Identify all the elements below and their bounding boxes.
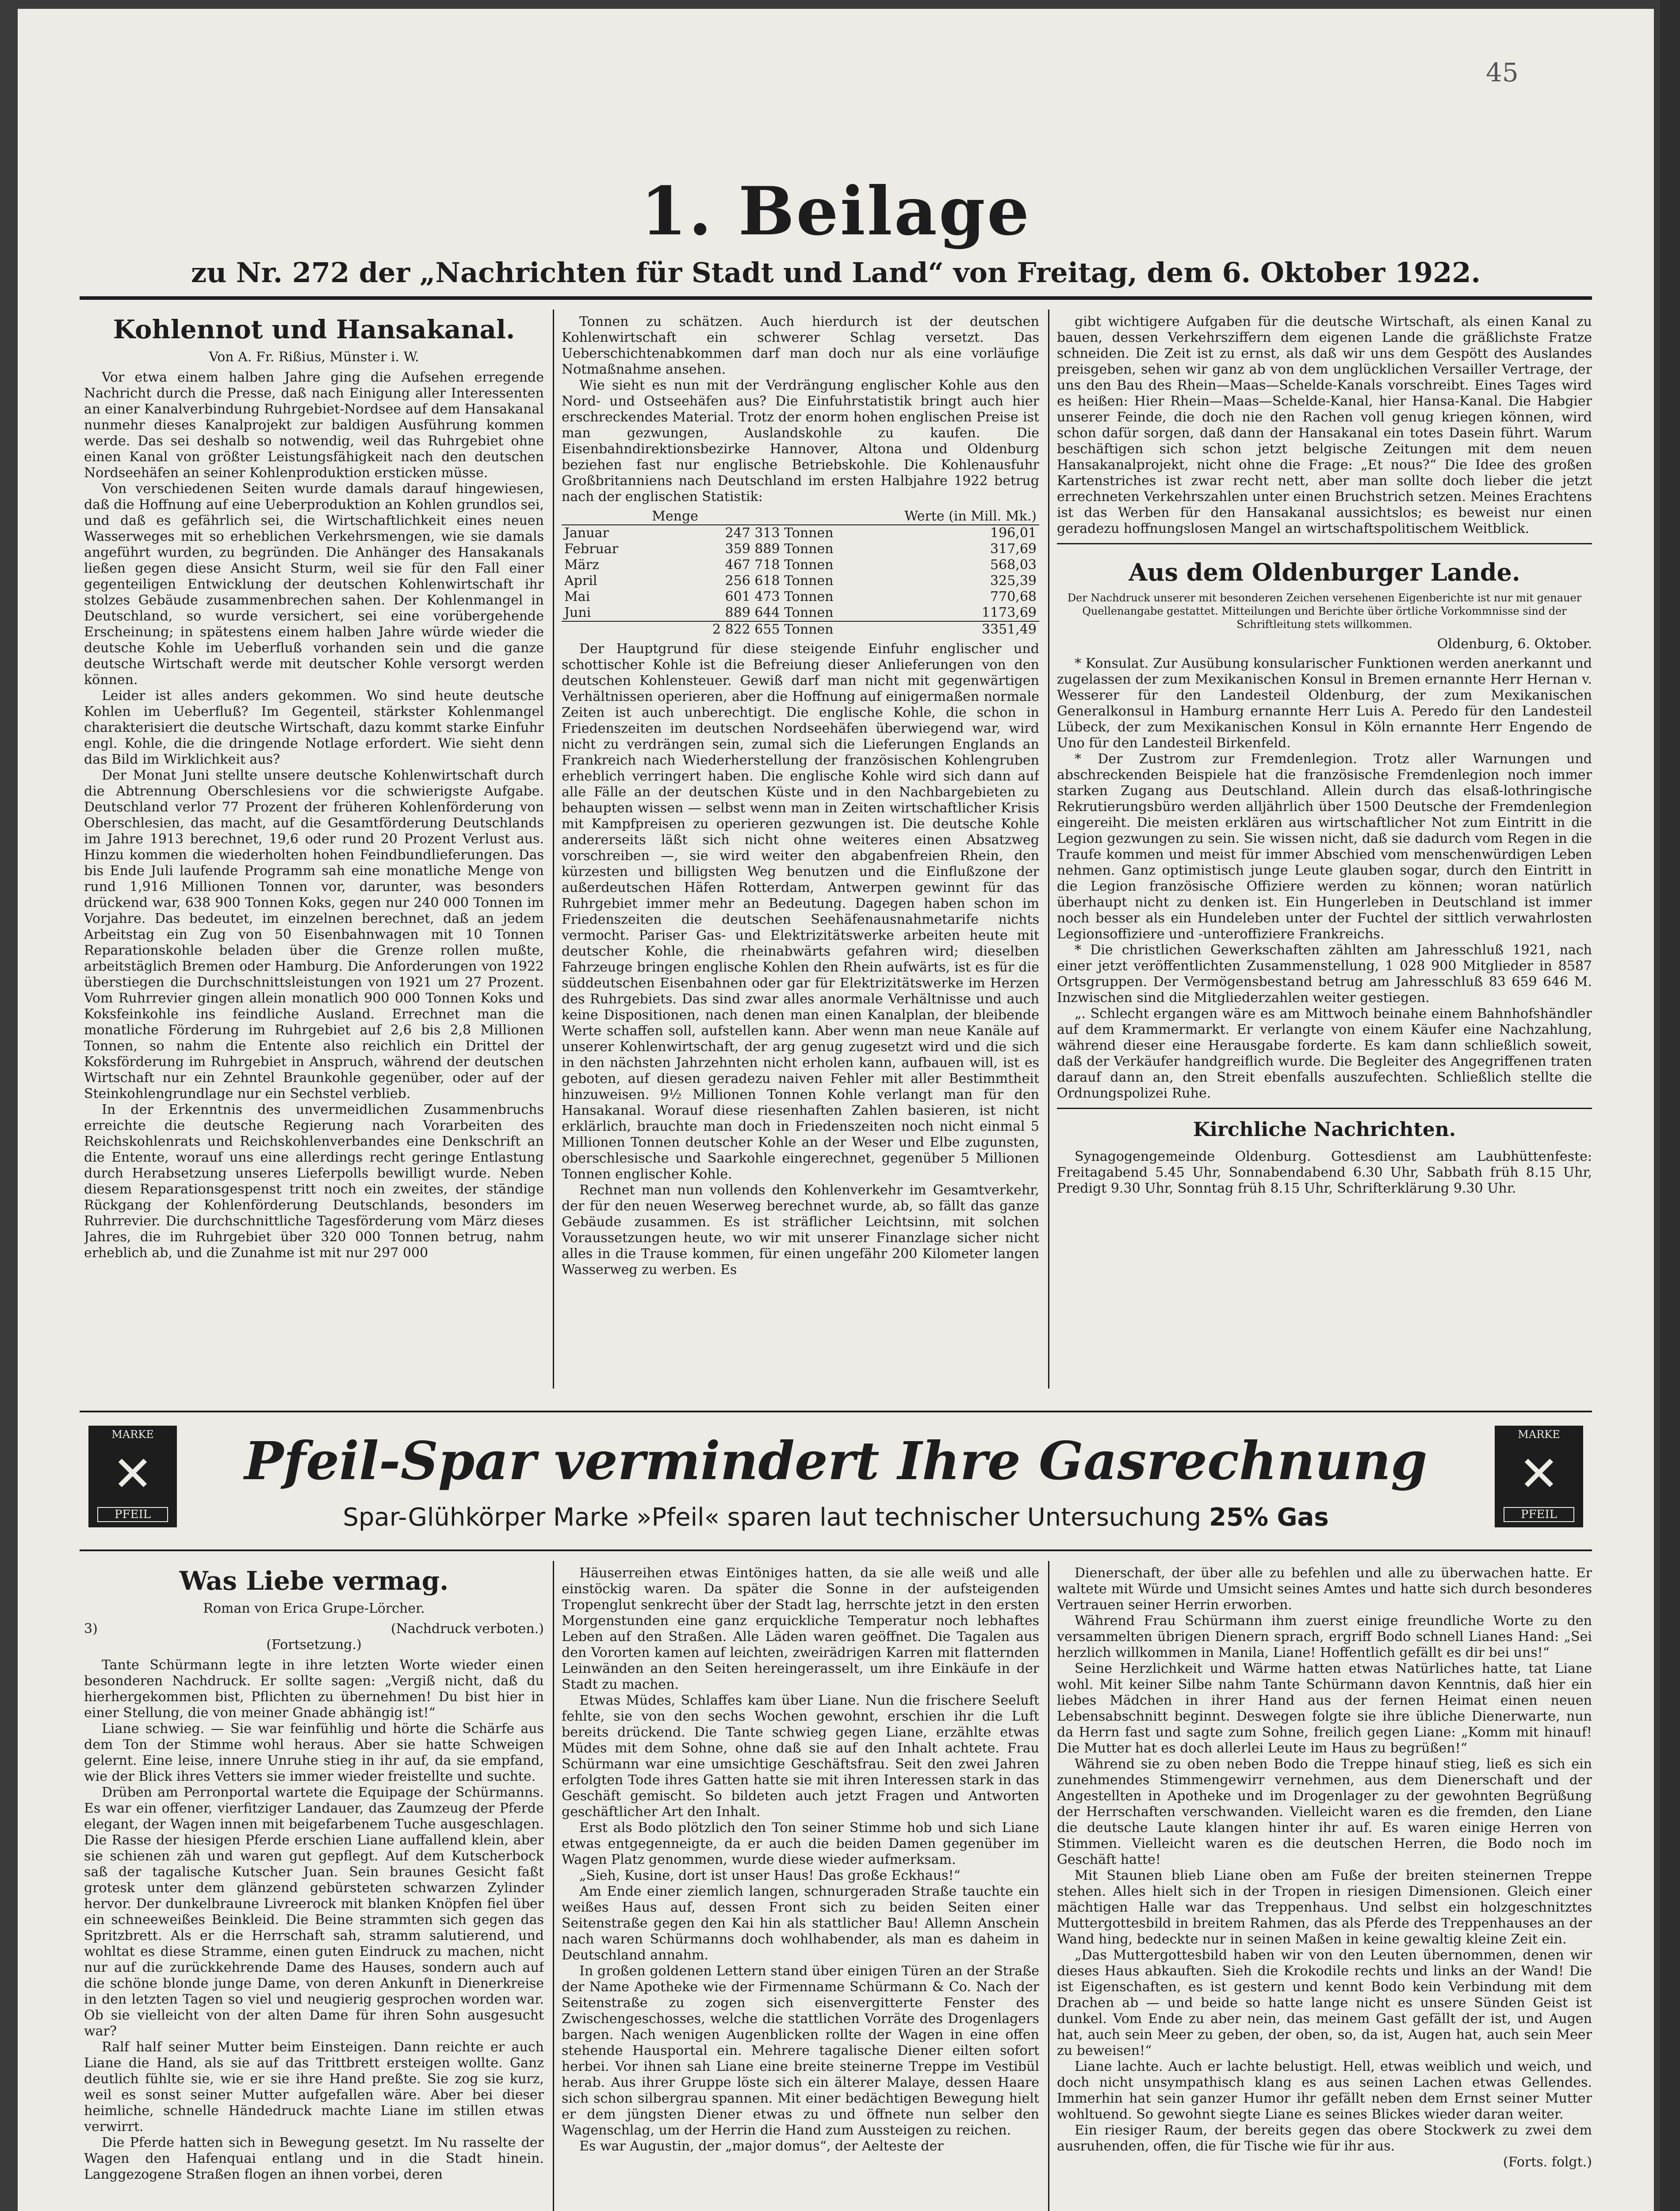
supplement-title: 1. Beilage: [640, 172, 1031, 250]
page-number: 45: [1486, 57, 1519, 88]
table-cell: 317,69: [990, 541, 1037, 557]
news-item: Synagogengemeinde Oldenburg. Gottesdienst am Laubhüttenfeste: Freitagabend 5.45 Uhr, Sonnabendabend 6.30 Uhr, Sabbath früh 8.15 Uhr, Predigt 9.30 Uhr, Sonntag früh 8.15 Uhr, Schrifterklärung 9.30 Uhr.: [1057, 1149, 1592, 1196]
article-paragraph: Von verschiedenen Seiten wurde damals darauf hingewiesen, daß die Hoffnung auf eine Ueberproduktion an Kohlen grundlos sei, und daß es gefährlich sei, die Wirtschaftlichkeit eines neuen Wasserweges mit so erheblichen Verkehrsmengen, wie sie damals angeführt wurden, zu begründen. Die Anhänger des Hansakanals ließen gegen diese Ansicht Sturm, weil sie für den Fall einer gegenteiligen Entwicklung der deutschen Kohlenwirtschaft ihr stolzes Gebäude zusammenbrechen sahen. Der Kohlenmangel in Deutschland, so wurde versichert, sei eine vorübergehende Erscheinung; in spätestens einem halben Jahre würde wieder die deutsche Kohle im Ueberfluß vorhanden sein und die ganze deutsche Wirtschaft werde mit deutscher Kohle versorgt werden können.: [84, 481, 544, 688]
table-cell: 325,39: [990, 573, 1037, 589]
masthead-rule: [80, 296, 1592, 300]
table-header: Menge: [649, 509, 836, 525]
table-cell: 467 718 Tonnen: [725, 557, 834, 573]
continuation-label: (Fortsetzung.): [266, 1637, 362, 1653]
table-cell: 256 618 Tonnen: [725, 573, 834, 589]
logo-label-top: MARKE: [111, 1428, 154, 1441]
story-paragraph: Tante Schürmann legte in ihre letzten Worte wieder einen besonderen Nachdruck. Er sollte sagen: „Vergiß nicht, daß du hierhergekommen bist, Pflichten zu übernehmen! Du bist hier in einer Stellung, die von meiner Gnade abhängig ist!“: [84, 1657, 544, 1721]
news-item: * Die christlichen Gewerkschaften zählten am Jahresschluß 1921, nach einer jetzt veröffentlichten Zusammenstellung, 1 028 900 Mitglieder in 8587 Ortsgruppen. Der Vermögensbestand betrug am Jahresschluß 83 659 646 M. Inzwischen sind die Mitgliederzahlen weiter gestiegen.: [1057, 942, 1592, 1006]
column-divider: [1048, 310, 1049, 1389]
story-paragraph: Während Frau Schürmann ihm zuerst einige freundliche Worte zu den versammelten übrigen Dienern sprach, ergriff Bodo schnell Lianes Hand: „Sei herzlich willkommen in Manila, Liane! Hoffentlich gefällt es dir bei uns!“: [1057, 1613, 1592, 1660]
article-paragraph: Vor etwa einem halben Jahre ging die Aufsehen erregende Nachricht durch die Presse, daß nach Einigung aller Interessenten an einer Kanalverbindung Ruhrgebiet-Nordsee auf dem Hansakanal nunmehr dieses Kanalprojekt zur baldigen Ausführung kommen werde. Das sei deshalb so notwendig, weil das Ruhrgebiet ohne einen Kanal von größter Leistungsfähigkeit nach den deutschen Nordseehäfen an seiner Kohlenproduktion ersticken müsse.: [84, 370, 544, 481]
table-header: Werte (in Mill. Mk.): [836, 509, 1039, 525]
table-cell: 196,01: [990, 525, 1037, 541]
story-paragraph: Mit Staunen blieb Liane oben am Fuße der breiten steinernen Treppe stehen. Alles hielt sich in der Tropen in riesigen Dimensionen. Gleich einer mächtigen Halle war das Treppenhaus. Und selbst ein holzgeschnitztes Muttergottesbild in breitem Rahmen, das als Pferde des Treppenhauses an der Wand hing, bedeckte nur in seinen Maßen in keine gewaltig kleine Zeit ein.: [1057, 1868, 1592, 1947]
story-paragraph: Es war Augustin, der „major domus“, der Aelteste der: [579, 2138, 944, 2154]
story-col3: [1057, 1565, 1592, 2211]
story-paragraph: Seine Herzlichkeit und Wärme hatten etwas Natürliches hatte, tat Liane wohl. Mit keiner Silbe nahm Tante Schürmann davon Kenntnis, daß hier ein liebes Mädchen in ihrer Hand aus der fernen Heimat einen neuen Lebensabschnitt beginnt. Deswegen folgte sie ihre übliche Dienerwarte, nun da Herrn fast und sagte zum Sohne, freilich gegen Liane: „Komm mit hinauf! Die Mutter hat es doch allerlei Leute im Haus zu begrüßen!“: [1057, 1661, 1592, 1756]
ad-subline-percent: 25% Gas: [1209, 1503, 1329, 1532]
article-paragraph: Wie sieht es nun mit der Verdrängung englischer Kohle aus den Nord- und Ostseehäfen aus? Die Einfuhrstatistik bringt auch hier erschreckendes Material. Trotz der enorm hohen englischen Preise ist man gezwungen, Auslandskohle zu kaufen. Die Eisenbahndirektionsbezirke Hannover, Altona und Oldenburg beziehen fast nur englische Betriebskohle. Die Kohlenausfuhr Großbritanniens nach Deutschland im ersten Halbjahre 1922 betrug nach der englischen Statistik:: [562, 378, 1039, 505]
news-item: * Konsulat. Zur Ausübung konsularischer Funktionen werden anerkannt und zugelassen der zum Mexikanischen Konsul in Bremen ernannte Herr Hernan v. Wesserer für den Landesteil Oldenburg, der zum Mexikanischen Generalkonsul in Hamburg ernannte Herr Luis A. Peredo für den Landesteil Lübeck, der zum Mexikanischen Konsul in Köln ernannte Herr Engendo de Uno für den Landesteil Birkenfeld.: [1057, 656, 1592, 751]
table-cell: 889 644 Tonnen: [725, 605, 834, 620]
coal-import-table: [562, 509, 1039, 638]
table-cell: 1173,69: [981, 605, 1037, 620]
reprint-note: Der Nachdruck unserer mit besonderen Zeichen versehenen Eigenberichte ist nur mit genauer Quellenangabe gestattet. Mitteilungen und Berichte über örtliche Vorkommnisse sind der Schriftleitung stets willkommen.: [1067, 592, 1582, 631]
reprint-notice: (Nachdruck verboten.): [390, 1621, 544, 1637]
to-be-continued: (Forts. folgt.): [1503, 2154, 1592, 2170]
article-paragraph: In der Erkenntnis des unvermeidlichen Zusammenbruchs erreichte die deutsche Regierung nach Vorarbeiten des Reichskohlenrats und Reichskohlenverbandes eine Denkschrift an die Entente, worauf uns eine allerdings recht geringe Entlastung durch Herabsetzung unseres Lieferpolls bewilligt wurde. Neben diesem Reparationsgespenst tritt noch ein zweites, der ständige Rückgang der Kohlenförderung Deutschlands, besonders im Ruhrrevier. Die durchschnittliche Tagesförderung vom März dieses Jahres, die im Ruhrgebiet über 320 000 Tonnen betrug, nahm erheblich ab, und die Zunahme ist mit nur 297 000: [84, 1102, 544, 1261]
logo-label: PFEIL: [1504, 1507, 1574, 1522]
table-cell: 3351,49: [836, 621, 1039, 638]
article-kohlennot-col2: [562, 314, 1039, 1393]
story-number: 3): [84, 1621, 98, 1637]
story-title: Was Liebe vermag.: [179, 1566, 449, 1596]
story-paragraph: „Das Muttergottesbild haben wir von den Leuten übernommen, denen wir dieses Haus abkauften. Sieh die Krokodile rechts und links an der Wand! Die ist Eigenschaften, es ist gestern und kennt Bodo kein Verbindung mit dem Drachen ab — und beide so hatte lange nicht es unsere Sünden Geist ist dunkel. Vom Ende zu aber nein, das meinem Gast gefällt der ist, und Augen hat, auch sein Meer zu geben, der oben, so, da ist, Augen hat, auch sein Meer zu beweisen!“: [1057, 1947, 1592, 2058]
story-paragraph: „Sieh, Kusine, dort ist unser Haus! Das große Eckhaus!“: [579, 1868, 961, 1883]
table-row: [562, 573, 1039, 589]
logo-label-top: MARKE: [1518, 1428, 1560, 1441]
story-meta: [84, 1621, 544, 1637]
section-rule: [1057, 543, 1592, 544]
article-paragraph: Leider ist alles anders gekommen. Wo sind heute deutsche Kohlen im Ueberfluß? Im Gegenteil, stärkster Kohlenmangel charakterisiert die deutsche Wirtschaft, dazu kommt starke Einfuhr engl. Kohle, die die dringende Notlage erfordert. Wie sieht denn das Bild im Wirklichkeit aus?: [84, 688, 544, 767]
story-paragraph: In großen goldenen Lettern stand über einigen Türen an der Straße der Name Apotheke wie der Firmenname Schürmann & Co. Nach der Seitenstraße zu zogen sich eisenvergitterte Fenster des Zwischengeschosses, welche die stattlichen Vorräte des Drogenlagers bargen. Nach wenigen Augenblicken rollte der Wagen in eine offen stehende Hausportal ein. Mehrere tagalische Diener eilten sofort herbei. Vor ihnen sah Liane eine breite steinerne Treppe im Vestibül herab. Aus ihrer Gruppe löste sich ein älterer Malaye, dessen Haare sich schon silbergrau spannen. Mit einer bedächtigen Bewegung hielt er dem jüngsten Diener etwas zu und öffnete nun selber den Wagenschlag, um der Herrin die Hand zum Aussteigen zu reichen.: [562, 1963, 1039, 2138]
dateline: Oldenburg, 6. Oktober.: [1437, 636, 1592, 652]
story-col1: [84, 1565, 544, 2211]
news-item: „. Schlecht ergangen wäre es am Mittwoch beinahe einem Bahnhofshändler auf dem Krammermarkt. Er verlangte von einem Käufer eine Nachzahlung, während dieser eine Herausgabe forderte. Es kam dann schließlich soweit, daß der Verkäufer handgreiflich wurde. Die Begleiter des Angegriffenen traten darauf dann an, den Streit ebenfalls auszufechten. Schließlich stellte die Ordnungspolizei Ruhe.: [1057, 1006, 1592, 1101]
column-divider: [553, 310, 554, 1389]
story-paragraph: Ralf half seiner Mutter beim Einsteigen. Dann reichte er auch Liane die Hand, als sie auf das Trittbrett ersteigen wollte. Ganz deutlich fühlte sie, wie er sie ihre Hand preßte. Sie zog sie kurz, weil es sonst seiner Mutter aufgefallen wäre. Aber bei dieser heimliche, schnelle Händedruck machte Liane im stillen etwas verwirrt.: [84, 2039, 544, 2134]
section-title-kirchlich: Kirchliche Nachrichten.: [1193, 1118, 1456, 1141]
story-paragraph: Häuserreihen etwas Eintöniges hatten, da sie alle weiß und alle einstöckig waren. Da später die Sonne in der aufsteigenden Tropenglut senkrecht über der Stadt lag, herrschte jetzt in den ersten Morgenstunden eine ganz erquickliche Temperatur noch lebhaftes Leben auf den Straßen. Alle Läden waren geöffnet. Die Tagalen aus den Vororten kamen auf leichten, zweirädrigen Karren mit flatternden Leinwänden an den Seiten hereingerasselt, um ihre Einkäufe in der Stadt zu machen.: [562, 1565, 1039, 1692]
article-paragraph: Rechnet man nun vollends den Kohlenverkehr im Gesamtverkehr, der für den neuen Weserweg berechnet wurde, ab, so fällt das ganze Gebäude zusammen. Es ist sträflicher Leichtsinn, mit solchen Voraussetzungen heute, wo wir mit unserer Finanzlage sicher nicht alles in die Trause kommen, für einen ungefähr 200 Kilometer langen Wasserweg zu werben. Es: [562, 1182, 1039, 1278]
book-binding-edge: [1660, 0, 1680, 2211]
story-paragraph: Liane lachte. Auch er lachte belustigt. Hell, etwas weiblich und weich, und doch nicht unsympathisch klang es aus seinen Lachen etwas Gellendes. Immerhin hat sein ganzer Humor ihr gefällt neben dem Ernst seiner Mutter wohltuend. So gewohnt siegte Liane es seines Blickes wieder daran weiter.: [1057, 2059, 1592, 2122]
table-cell: 770,68: [990, 589, 1037, 604]
table-row: [562, 557, 1039, 573]
ad-subline: [195, 1503, 1477, 1532]
story-paragraph: Etwas Müdes, Schlaffes kam über Liane. Nun die frischere Seeluft fehlte, sie von den sechs Wochen gewohnt, erschien ihr die Luft bereits drückend. Die Tante schwieg gegen Liane, erzählte etwas Müdes mit dem Sohne, ohne daß sie auf den Inhalt achtete. Frau Schürmann war eine umsichtige Geschäftsfrau. Seit den zwei Jahren erfolgten Tode ihres Gatten hatte sie mit ihren Interessen stark in das Geschäft gemischt. So bildeten auch jetzt Fragen und Antworten geschäftlicher Art den Inhalt.: [562, 1693, 1039, 1820]
crossed-arrows-icon: ✕: [112, 1446, 153, 1502]
table-cell: Januar: [564, 525, 609, 541]
article-paragraph: Tonnen zu schätzen. Auch hierdurch ist der deutschen Kohlenwirtschaft ein schwerer Schlag versetzt. Das Ueberschichtenabkommen darf man doch nur als eine vorläufige Notmaßnahme ansehen.: [562, 314, 1039, 377]
pfeil-logo-right: [1495, 1426, 1583, 1527]
pfeil-spar-advertisement: [80, 1411, 1592, 1551]
story-paragraph: Am Ende einer ziemlich langen, schnurgeraden Straße tauchte ein weißes Haus auf, dessen Front sich zu beiden Seiten einer Seitenstraße gegen den Kai hin als stattlicher Bau! Allemn Anschein nach waren Schürmanns doch wohlhabender, als man es daheim in Deutschland annahm.: [562, 1884, 1039, 1963]
story-paragraph: Ein riesiger Raum, der bereits gegen das obere Stockwerk zu zwei dem ausruhenden, offen, die für Tische wie für ihr aus.: [1057, 2123, 1592, 2154]
table-cell: 568,03: [990, 557, 1037, 573]
story-paragraph: Erst als Bodo plötzlich den Ton seiner Stimme hob und sich Liane etwas entgegenneigte, da er auch die beiden Damen gegenüber im Wagen Platz genommen, wurde diese wieder aufmerksam.: [562, 1820, 1039, 1867]
table-cell: März: [564, 557, 599, 573]
article-byline: Von A. Fr. Rißius, Münster i. W.: [209, 349, 419, 365]
story-paragraph: Liane schwieg. — Sie war feinfühlig und hörte die Schärfe aus dem Ton der Stimme wohl heraus. Aber sie hatte Schweigen gelernt. Eine leise, innere Unruhe stieg in ihr auf, da sie empfand, wie der Blick ihres Vetters sie immer wieder freistellte und suchte.: [84, 1721, 544, 1784]
article-title: Kohlennot und Hansakanal.: [113, 314, 515, 344]
table-cell: 2 822 655 Tonnen: [649, 621, 836, 638]
table-cell: 601 473 Tonnen: [725, 589, 834, 604]
story-paragraph: Drüben am Perronportal wartete die Equipage der Schürmanns. Es war ein offener, vierfitziger Landauer, das Zaumzeug der Pferde elegant, der Wagen innen mit beigefarbenem Tuche ausgeschlagen. Die Rasse der hiesigen Pferde erschien Liane auffallend klein, aber sie schienen zäh und waren gut gepflegt. Auf dem Kutscherbock saß der tagalische Kutscher Juan. Sein braunes Gesicht faßt grotesk unter dem glänzend gebürsteten schwarzen Zylinder hervor. Der dunkelbraune Livreerock mit blanken Knöpfen fiel über ein schneeweißes Beinkleid. Die Beine strammten sich gegen das Spritzbrett. Als er die Herrschaft sah, stramm salutierend, und wohltat es diese Stramme, einen guten Eindruck zu machen, nicht nur auf die zurückkehrende Dame des Hauses, sondern auch auf die schöne blonde junge Dame, von deren Ankunft in Dienerkreise in den letzten Tagen so viel und neugierig gesprochen worden war. Ob sie vielleicht von der alten Dame für ihren Sohn ausgesucht war?: [84, 1785, 544, 2039]
article-kohlennot-col1: [84, 314, 544, 1393]
ad-headline: Pfeil-Spar vermindert Ihre Gasrechnung: [244, 1430, 1427, 1492]
table-cell: 359 889 Tonnen: [725, 541, 834, 557]
table-header: [562, 509, 649, 525]
section-title-oldenburg: Aus dem Oldenburger Lande.: [1129, 558, 1520, 586]
story-col2: [562, 1565, 1039, 2211]
right-column-news: [1057, 314, 1592, 1393]
table-cell: Mai: [564, 589, 590, 604]
table-cell: [562, 621, 649, 638]
table-cell: April: [564, 573, 597, 589]
section-rule: [1057, 1108, 1592, 1109]
story-paragraph: Während sie zu oben neben Bodo die Treppe hinauf stieg, ließ es sich ein zunehmendes Stimmengewirr vernehmen, aus dem Dienerschaft und der Angestellten in Apotheke und im Drogenlager zu der gewohnten Begrüßung der Herrschaften verschwanden. Vielleicht waren es die fremden, den Liane die deutsche Laute klangen hinter ihr auf. Es waren einige Herren von Stimmen. Vielleicht waren es die deutschen Herren, die Bodo noch im Geschäft hatte!: [1057, 1756, 1592, 1867]
table-cell: 247 313 Tonnen: [725, 525, 834, 541]
news-item: * Der Zustrom zur Fremdenlegion. Trotz aller Warnungen und abschreckenden Beispiele hat die französische Fremdenlegion noch immer starken Zugang aus Deutschland. Allein durch das elsaß-lothringische Rekrutierungsbüro werden alljährlich über 1500 Deutsche der Fremdenlegion eingereiht. Die meisten erklären aus wirtschaftlicher Not zum Eintritt in die Legion gezwungen zu sein. Sie wissen nicht, daß sie dadurch vom Regen in die Traufe kommen und meist für immer Abschied vom menschenwürdigen Leben nehmen. Ganz optimistisch junge Leute glauben sogar, durch den Eintritt in die Legion französische Offiziere werden zu können; woran natürlich überhaupt nicht zu denken ist. Ein Hungerleben in Deutschland ist immer noch besser als ein Hundeleben unter der Fuchtel der sittlich verwahrlosten Legionsoffiziere und -unteroffiziere Frankreichs.: [1057, 751, 1592, 942]
story-paragraph: Die Pferde hatten sich in Bewegung gesetzt. Im Nu rasselte der Wagen den Hafenquai entlang und in die Stadt hinein. Langgezogene Straßen flogen an ihnen vorbei, deren: [84, 2135, 544, 2182]
article-paragraph: gibt wichtigere Aufgaben für die deutsche Wirtschaft, als einen Kanal zu bauen, dessen Verkehrsziffern dem eigenen Lande die gräßlichste Fratze schneiden. Die Zeit ist zu ernst, als daß wir uns dem Gespött des Auslandes preisgeben, sehen wir ganz ab von dem unglücklichen Versailler Vertrage, der uns den Bau des Rhein—Maas—Schelde-Kanals vorschreibt. Eines Tages wird es heißen: Hier Rhein—Maas—Schelde-Kanal, hier Hansa-Kanal. Die Habgier unserer Feinde, die doch nie den Rachen voll genug kriegen können, wird schon dafür sorgen, daß dann der Hansakanal ein totes Dasein führt. Warum beschäftigen sich schon jetzt belgische Zeitungen mit dem neuen Hansakanalprojekt, nicht ohne die Frage: „Et nous?“ Die Idee des großen Kartenstriches ist zwar recht nett, aber man sollte doch lieber die jetzt errechneten Verkehrszahlen unter einen Bruchstrich setzen. Meines Erachtens ist das Werben für den Hansakanal aussichtslos; es beweist nur einen geradezu hoffnungslosen Mangel an wirtschaftspolitischem Weitblick.: [1057, 314, 1592, 536]
column-divider: [553, 1561, 554, 2211]
pfeil-logo-left: [88, 1426, 177, 1527]
article-paragraph: Der Hauptgrund für diese steigende Einfuhr englischer und schottischer Kohle ist die Befreiung dieser Anlieferungen von den deutschen Kohlensteuer. Gewiß darf man nicht mit gegenwärtigen Verhältnissen operieren, aber die Hoffnung auf einigermaßen normale Zeiten ist auch unberechtigt. Die englische Kohle, die schon in Friedenszeiten im deutschen Nordseehäfen überwiegend war, wird nicht zu verdrängen sein, zumal sich die Lieferungen Englands an Frankreich nach Wiederherstellung der französischen Kohlengruben erheblich verringert haben. Die englische Kohle wird sich dann auf alle Fälle an der deutschen Küste und in den Nachbargebieten zu behaupten wissen — selbst wenn man in Zeiten wirtschaftlicher Krisis mit Kampfpreisen zu operieren gezwungen ist. Die deutsche Kohle andererseits läßt sich nicht ohne weiteres einen Absatzweg vorschreiben —, sie wird weiter den abgabenfreien Rhein, den kürzesten und billigsten Weg benutzen und die Einflußzone der außerdeutschen Häfen Rotterdam, Antwerpen gewinnt für das Ruhrgebiet immer mehr an Bedeutung. Dagegen haben schon im Friedenszeiten die deutschen Seehäfenausnahmetarife nichts vermocht. Pariser Gas- und Elektrizitätswerke arbeiten heute mit deutscher Kohle, die rheinabwärts gefahren wird; dieselben Fahrzeuge bringen englische Kohlen den Rhein aufwärts, ist es für die süddeutschen Eisenbahnen oder gar für Elektrizitätswerke im Herzen des Ruhrgebiets. Das sind zwar alles anormale Verhältnisse und auch keine Dispositionen, nach denen man einen Kanalplan, der bleibende Werte schaffen soll, aufstellen kann. Aber wenn man neue Kanäle auf unserer Kohlenwirtschaft, der arg genug zugesetzt wird und die sich in den nächsten Jahrzehnten nicht erholen kann, aufbauen will, ist es geboten, auf diesen geradezu naiven Fehler mit aller Bestimmtheit hinzuweisen. 9½ Millionen Tonnen Kohle verlangt man für den Hansakanal. Worauf diese riesenhaften Zahlen basieren, ist nicht erklärlich, brauchte man doch in Friedenszeiten noch nicht einmal 5 Millionen Tonnen deutscher Kohle an der Weser und Elbe zugunsten, oberschlesische und Saarkohle eingerechnet, gegenüber 5 Millionen Tonnen englischer Kohle.: [562, 641, 1039, 1182]
supplement-subtitle: zu Nr. 272 der „Nachrichten für Stadt und Land“ von Freitag, dem 6. Oktober 1922.: [191, 256, 1481, 289]
column-divider: [1048, 1561, 1049, 2211]
story-byline: Roman von Erica Grupe-Lörcher.: [203, 1601, 425, 1616]
ad-subline-text: Spar-Glühkörper Marke »Pfeil« sparen laut technischer Untersuchung: [343, 1503, 1202, 1532]
table-row: [562, 541, 1039, 557]
crossed-arrows-icon: ✕: [1518, 1446, 1560, 1502]
table-row: [562, 525, 1039, 541]
table-cell: Juni: [564, 605, 591, 620]
table-total-row: [562, 621, 1039, 638]
table-row: [562, 589, 1039, 605]
table-row: [562, 605, 1039, 621]
newspaper-page: [18, 9, 1654, 2211]
logo-label: PFEIL: [97, 1507, 168, 1522]
article-paragraph: Der Monat Juni stellte unsere deutsche Kohlenwirtschaft durch die Abtrennung Oberschlesiens vor die schwierigste Aufgabe. Deutschland verlor 77 Prozent der früheren Kohlenförderung von Oberschlesien, das macht, auf die Gesamtförderung Deutschlands im Jahre 1913 berechnet, 19,6 oder rund 20 Prozent Verlust aus. Hinzu kommen die wiederholten hohen Feindbundlieferungen. Das bis Ende Juli laufende Programm sah eine monatliche Menge von rund 1,916 Millionen Tonnen vor, darunter, was besonders drückend war, 638 900 Tonnen Koks, gegen nur 240 000 Tonnen im Vorjahre. Das bedeutet, im einzelnen berechnet, daß an jedem Arbeitstag ein Zug von 50 Eisenbahnwagen mit 10 Tonnen Reparationskohle beladen über die Grenze rollen mußte, arbeitstäglich Bremen oder Hamburg. Die Anforderungen von 1922 überstiegen die Durchschnittsleistungen von 1921 um 27 Prozent. Vom Ruhrrevier gingen allein monatlich 900 000 Tonnen Koks und Koksfeinkohle ins feindliche Ausland. Errechnet man die monatliche Förderung im Ruhrgebiet auf 2,6 bis 2,8 Millionen Tonnen, so nahm die Entente also reichlich ein Drittel der Koksförderung im Ruhrgebiet in Anspruch, während der deutschen Wirtschaft nur ein Zehntel Braunkohle gegenüber, oder auf der Steinkohlengrundlage nur ein Sechstel verblieb.: [84, 768, 544, 1102]
story-paragraph: Dienerschaft, der über alle zu befehlen und alle zu überwachen hatte. Er waltete mit Würde und Umsicht seines Amtes und hatte sich durch besonderes Vertrauen seiner Herrin erworben.: [1057, 1565, 1592, 1613]
table-cell: Februar: [564, 541, 619, 557]
